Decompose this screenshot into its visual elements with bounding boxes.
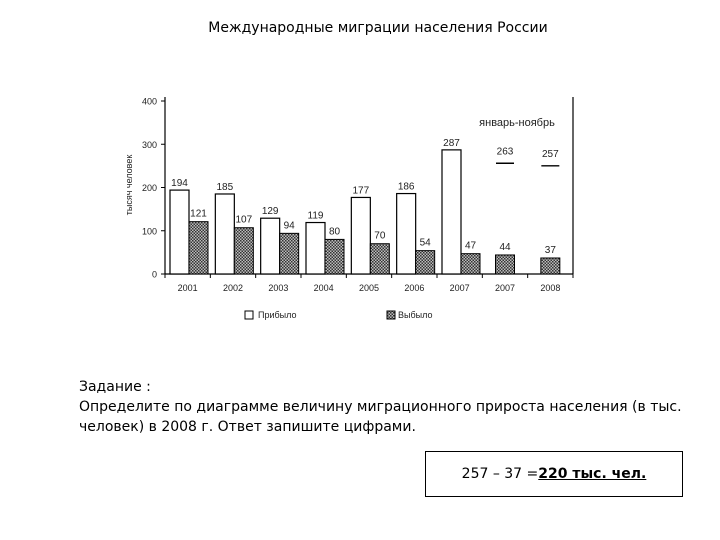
y-tick-label: 300	[141, 139, 157, 150]
answer-expression: 257 – 37 =	[461, 466, 539, 482]
x-tick-label: 2001	[177, 283, 198, 293]
bar-label-arrivals: 186	[397, 181, 415, 193]
task-block	[79, 377, 689, 437]
bar-label-departures: 54	[419, 237, 431, 249]
bar-label-arrivals: 287	[443, 137, 460, 149]
x-tick-label: 2007	[494, 283, 516, 293]
bar-departures	[189, 222, 208, 274]
bar-label-departures: 37	[544, 244, 556, 256]
bar-departures	[416, 251, 435, 274]
legend-label-departures: Выбыло	[398, 310, 433, 320]
bar-label-arrivals: 119	[307, 210, 324, 222]
bar-departures	[280, 233, 299, 274]
extra-marker-label: 263	[496, 146, 514, 158]
y-tick-label: 100	[141, 226, 157, 237]
bar-label-departures: 44	[499, 241, 511, 253]
bar-arrivals	[215, 194, 234, 274]
bar-label-departures: 47	[464, 240, 477, 252]
bar-departures	[496, 255, 515, 274]
y-tick-label: 200	[141, 183, 157, 193]
x-tick-label: 2005	[358, 283, 380, 293]
page-title: Международные миграции населения России	[208, 20, 548, 36]
bar-label-departures: 80	[328, 226, 341, 238]
bar-label-departures: 70	[374, 230, 386, 242]
bar-label-departures: 94	[283, 220, 295, 232]
bar-arrivals	[306, 223, 325, 274]
bar-label-departures: 121	[190, 208, 207, 220]
extra-marker-label: 257	[541, 148, 559, 160]
x-tick-label: 2002	[222, 283, 244, 293]
bar-departures	[234, 228, 253, 274]
x-tick-label: 2008	[540, 283, 561, 293]
legend-swatch-arrivals	[245, 311, 253, 319]
bar-label-arrivals: 129	[261, 206, 279, 218]
y-tick-label: 0	[151, 269, 157, 280]
bar-label-departures: 107	[235, 214, 253, 226]
bar-arrivals	[261, 218, 280, 274]
legend-swatch-departures	[387, 311, 395, 319]
x-tick-label: 2006	[404, 283, 425, 293]
task-title: Задание :	[79, 379, 151, 395]
bar-departures	[541, 258, 560, 274]
bar-arrivals	[170, 190, 189, 274]
bar-arrivals	[351, 197, 370, 274]
task-text: Определите по диаграмме величину миграционного прироста населения (в тыс. человек) в 2008 г. Ответ запишите цифрами.	[79, 399, 682, 435]
bar-label-arrivals: 177	[352, 185, 370, 197]
legend-label-arrivals: Прибыло	[258, 310, 297, 320]
bar-departures	[461, 254, 480, 274]
x-tick-label: 2003	[268, 283, 289, 293]
bar-departures	[370, 244, 389, 274]
plot-area	[124, 97, 573, 321]
answer-box	[425, 451, 683, 497]
y-axis-label: тысяч человек	[124, 154, 134, 216]
y-tick-label: 400	[141, 96, 157, 107]
bar-arrivals	[397, 194, 416, 274]
x-tick-label: 2004	[313, 283, 334, 293]
bar-label-arrivals: 185	[216, 181, 234, 193]
chart-annotation: январь-ноябрь	[479, 117, 555, 129]
bar-label-arrivals: 194	[171, 178, 188, 190]
answer-result: 220 тыс. чел.	[538, 466, 647, 482]
bar-departures	[325, 239, 344, 274]
x-tick-label: 2007	[449, 283, 470, 293]
bar-arrivals	[442, 150, 461, 274]
